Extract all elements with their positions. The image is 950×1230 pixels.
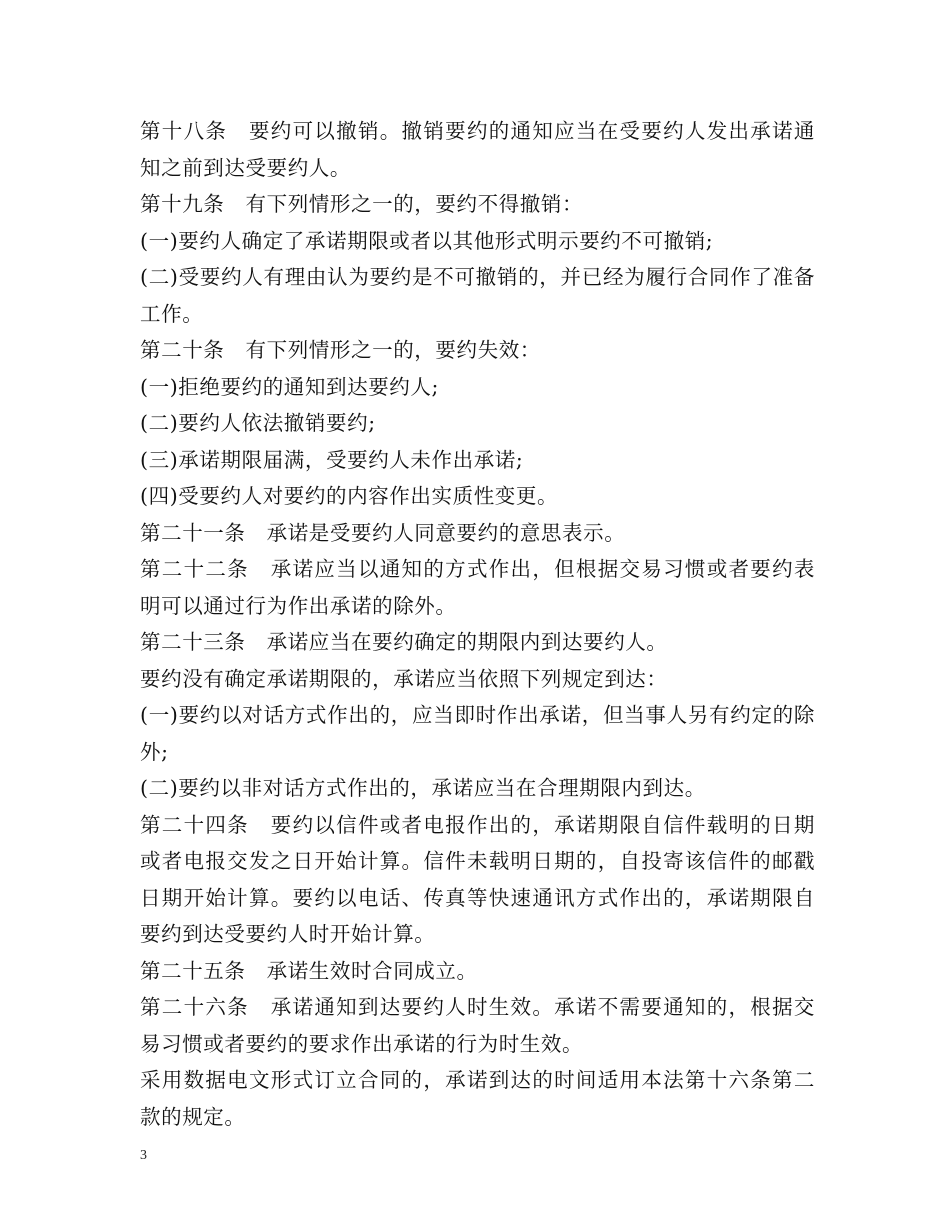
article-23-item-2: (二)要约以非对话方式作出的，承诺应当在合理期限内到达。 [140,776,706,800]
article-21: 第二十一条 承诺是受要约人同意要约的意思表示。 [140,520,626,545]
article-25: 第二十五条 承诺生效时合同成立。 [140,958,478,983]
article-20-item-4: (四)受要约人对要约的内容作出实质性变更。 [140,484,559,508]
page-body [140,113,815,1135]
page-number: 3 [140,1148,147,1163]
article-20-item-2: (二)要约人依法撤销要约; [140,411,376,435]
article-24: 第二十四条 要约以信件或者电报作出的，承诺期限自信件载明的日期或者电报交发之日开始计算。信件未载明日期的，自投寄该信件的邮戳日期开始计算。要约以电话、传真等快速通讯方式作出的，承诺期限自要约到达受要约人时开始计算。 [140,812,815,946]
article-19: 第十九条 有下列情形之一的，要约不得撤销： [140,192,584,216]
article-26: 第二十六条 承诺通知到达要约人时生效。承诺不需要通知的，根据交易习惯或者要约的要求作出承诺的行为时生效。 [140,995,815,1056]
article-23-item-1: (一)要约以对话方式作出的，应当即时作出承诺，但当事人另有约定的除外; [140,703,815,764]
article-18: 第十八条 要约可以撤销。撤销要约的通知应当在受要约人发出承诺通知之前到达受要约人。 [140,119,815,180]
article-26-clause-2: 采用数据电文形式订立合同的，承诺到达的时间适用本法第十六条第二款的规定。 [140,1068,815,1129]
article-23-clause-2: 要约没有确定承诺期限的，承诺应当依照下列规定到达： [140,666,668,691]
article-20-item-1: (一)拒绝要约的通知到达要约人; [140,374,440,399]
article-20-item-3: (三)承诺期限届满，受要约人未作出承诺; [140,447,524,472]
article-19-item-1: (一)要约人确定了承诺期限或者以其他形式明示要约不可撤销; [140,228,714,253]
article-19-item-2: (二)受要约人有理由认为要约是不可撤销的，并已经为履行合同作了准备工作。 [140,265,815,326]
article-23: 第二十三条 承诺应当在要约确定的期限内到达要约人。 [140,630,668,654]
article-20: 第二十条 有下列情形之一的，要约失效： [140,338,541,362]
article-22: 第二十二条 承诺应当以通知的方式作出，但根据交易习惯或者要约表明可以通过行为作出承诺的除外。 [140,557,815,618]
